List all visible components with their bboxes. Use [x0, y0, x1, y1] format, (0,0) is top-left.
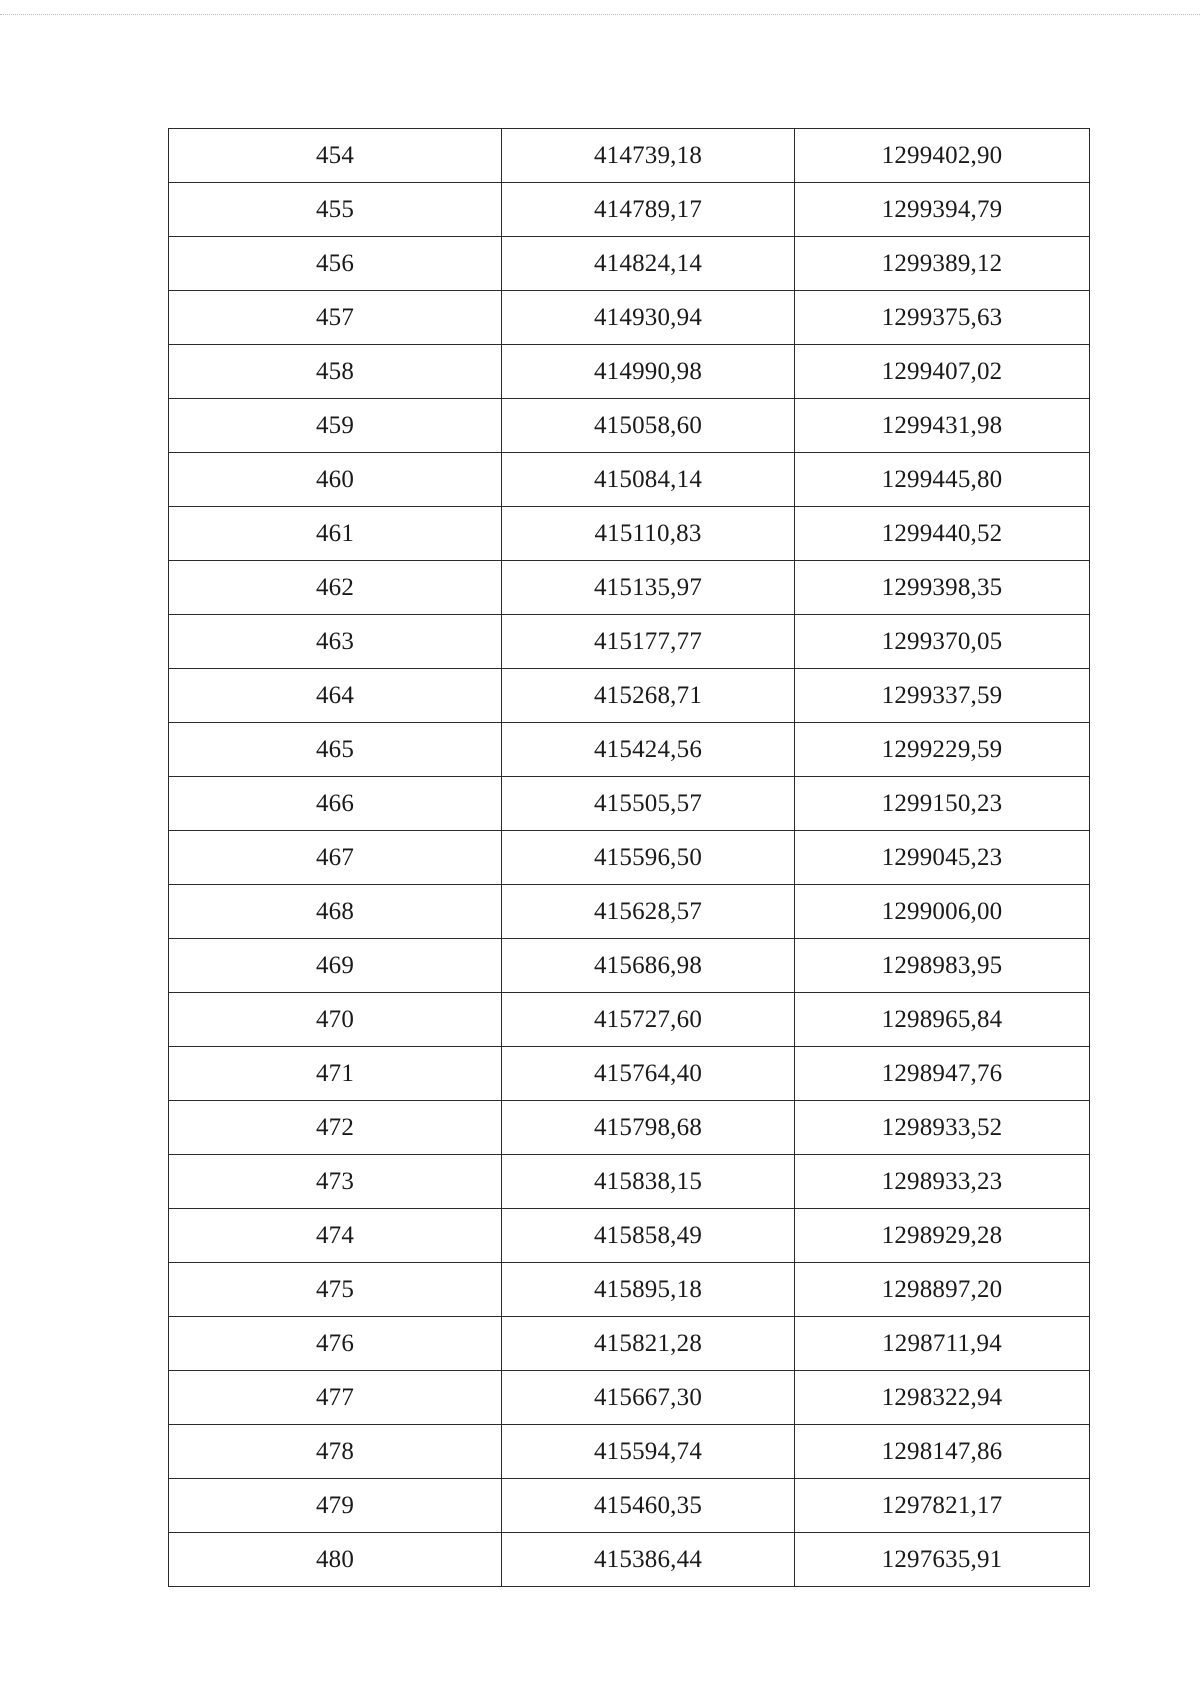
point-number-cell: 456 [169, 237, 502, 291]
table-row [169, 723, 1090, 777]
x-coordinate-cell: 415764,40 [502, 1047, 795, 1101]
y-coordinate-cell: 1299150,23 [795, 777, 1090, 831]
table-row [169, 561, 1090, 615]
table-row [169, 1101, 1090, 1155]
scan-edge-line [0, 14, 1200, 15]
y-coordinate-cell: 1299407,02 [795, 345, 1090, 399]
y-coordinate-cell: 1298897,20 [795, 1263, 1090, 1317]
table-row [169, 183, 1090, 237]
coordinates-table-body [169, 129, 1090, 1587]
y-coordinate-cell: 1299389,12 [795, 237, 1090, 291]
x-coordinate-cell: 415505,57 [502, 777, 795, 831]
point-number-cell: 457 [169, 291, 502, 345]
point-number-cell: 469 [169, 939, 502, 993]
table-row [169, 1209, 1090, 1263]
x-coordinate-cell: 415667,30 [502, 1371, 795, 1425]
x-coordinate-cell: 415424,56 [502, 723, 795, 777]
point-number-cell: 455 [169, 183, 502, 237]
y-coordinate-cell: 1298933,23 [795, 1155, 1090, 1209]
table-row [169, 1425, 1090, 1479]
y-coordinate-cell: 1298965,84 [795, 993, 1090, 1047]
x-coordinate-cell: 415177,77 [502, 615, 795, 669]
table-row [169, 1155, 1090, 1209]
point-number-cell: 464 [169, 669, 502, 723]
x-coordinate-cell: 415628,57 [502, 885, 795, 939]
point-number-cell: 458 [169, 345, 502, 399]
x-coordinate-cell: 415058,60 [502, 399, 795, 453]
table-row [169, 453, 1090, 507]
x-coordinate-cell: 415110,83 [502, 507, 795, 561]
y-coordinate-cell: 1299431,98 [795, 399, 1090, 453]
point-number-cell: 465 [169, 723, 502, 777]
y-coordinate-cell: 1298947,76 [795, 1047, 1090, 1101]
point-number-cell: 478 [169, 1425, 502, 1479]
table-row [169, 885, 1090, 939]
y-coordinate-cell: 1298929,28 [795, 1209, 1090, 1263]
table-row [169, 993, 1090, 1047]
table-row [169, 399, 1090, 453]
point-number-cell: 463 [169, 615, 502, 669]
x-coordinate-cell: 415460,35 [502, 1479, 795, 1533]
point-number-cell: 474 [169, 1209, 502, 1263]
point-number-cell: 473 [169, 1155, 502, 1209]
table-row [169, 345, 1090, 399]
y-coordinate-cell: 1299229,59 [795, 723, 1090, 777]
point-number-cell: 454 [169, 129, 502, 183]
table-row [169, 939, 1090, 993]
point-number-cell: 467 [169, 831, 502, 885]
y-coordinate-cell: 1298147,86 [795, 1425, 1090, 1479]
x-coordinate-cell: 414739,18 [502, 129, 795, 183]
point-number-cell: 475 [169, 1263, 502, 1317]
x-coordinate-cell: 414930,94 [502, 291, 795, 345]
x-coordinate-cell: 415686,98 [502, 939, 795, 993]
x-coordinate-cell: 415858,49 [502, 1209, 795, 1263]
x-coordinate-cell: 415821,28 [502, 1317, 795, 1371]
x-coordinate-cell: 415386,44 [502, 1533, 795, 1587]
x-coordinate-cell: 414990,98 [502, 345, 795, 399]
point-number-cell: 468 [169, 885, 502, 939]
point-number-cell: 459 [169, 399, 502, 453]
x-coordinate-cell: 415084,14 [502, 453, 795, 507]
x-coordinate-cell: 414789,17 [502, 183, 795, 237]
y-coordinate-cell: 1299006,00 [795, 885, 1090, 939]
point-number-cell: 472 [169, 1101, 502, 1155]
y-coordinate-cell: 1298933,52 [795, 1101, 1090, 1155]
point-number-cell: 476 [169, 1317, 502, 1371]
coordinates-table [168, 128, 1090, 1587]
point-number-cell: 460 [169, 453, 502, 507]
table-row [169, 291, 1090, 345]
table-row [169, 669, 1090, 723]
point-number-cell: 462 [169, 561, 502, 615]
x-coordinate-cell: 415596,50 [502, 831, 795, 885]
table-row [169, 777, 1090, 831]
y-coordinate-cell: 1297635,91 [795, 1533, 1090, 1587]
y-coordinate-cell: 1297821,17 [795, 1479, 1090, 1533]
y-coordinate-cell: 1299402,90 [795, 129, 1090, 183]
table-row [169, 1479, 1090, 1533]
table-row [169, 1047, 1090, 1101]
point-number-cell: 471 [169, 1047, 502, 1101]
point-number-cell: 477 [169, 1371, 502, 1425]
point-number-cell: 466 [169, 777, 502, 831]
y-coordinate-cell: 1299370,05 [795, 615, 1090, 669]
point-number-cell: 480 [169, 1533, 502, 1587]
x-coordinate-cell: 415268,71 [502, 669, 795, 723]
x-coordinate-cell: 415594,74 [502, 1425, 795, 1479]
x-coordinate-cell: 415727,60 [502, 993, 795, 1047]
table-row [169, 129, 1090, 183]
point-number-cell: 479 [169, 1479, 502, 1533]
table-row [169, 1533, 1090, 1587]
x-coordinate-cell: 415135,97 [502, 561, 795, 615]
y-coordinate-cell: 1299398,35 [795, 561, 1090, 615]
table-row [169, 507, 1090, 561]
y-coordinate-cell: 1298322,94 [795, 1371, 1090, 1425]
y-coordinate-cell: 1299045,23 [795, 831, 1090, 885]
y-coordinate-cell: 1299375,63 [795, 291, 1090, 345]
y-coordinate-cell: 1299445,80 [795, 453, 1090, 507]
y-coordinate-cell: 1299337,59 [795, 669, 1090, 723]
table-row [169, 237, 1090, 291]
x-coordinate-cell: 415895,18 [502, 1263, 795, 1317]
x-coordinate-cell: 415798,68 [502, 1101, 795, 1155]
table-row [169, 1317, 1090, 1371]
y-coordinate-cell: 1299394,79 [795, 183, 1090, 237]
point-number-cell: 470 [169, 993, 502, 1047]
x-coordinate-cell: 414824,14 [502, 237, 795, 291]
y-coordinate-cell: 1298711,94 [795, 1317, 1090, 1371]
y-coordinate-cell: 1298983,95 [795, 939, 1090, 993]
point-number-cell: 461 [169, 507, 502, 561]
table-row [169, 831, 1090, 885]
table-row [169, 615, 1090, 669]
table-row [169, 1371, 1090, 1425]
table-row [169, 1263, 1090, 1317]
y-coordinate-cell: 1299440,52 [795, 507, 1090, 561]
x-coordinate-cell: 415838,15 [502, 1155, 795, 1209]
